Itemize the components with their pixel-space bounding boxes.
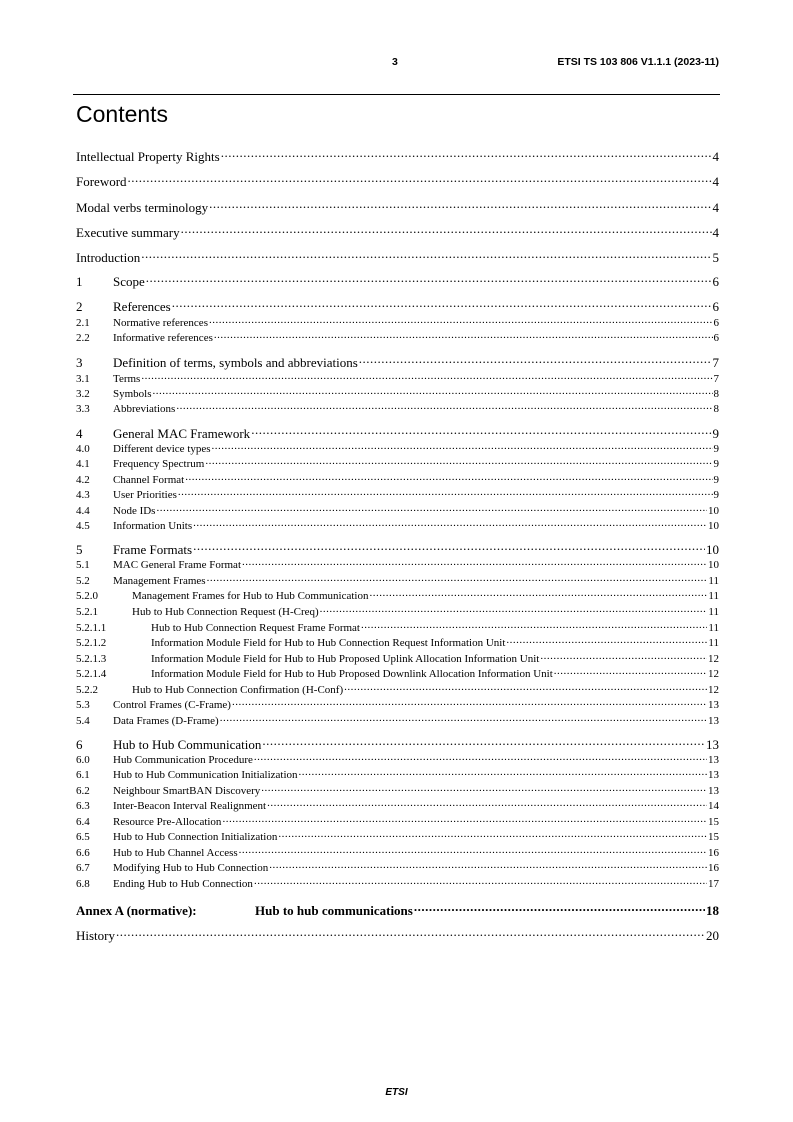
toc-entry[interactable]	[76, 845, 719, 859]
toc-entry-number: 2	[76, 299, 83, 314]
toc-entry-number: 5.2.1.1	[76, 622, 107, 634]
toc-leader-dots	[278, 829, 707, 840]
toc-entry-number: 4.2	[76, 474, 90, 486]
toc-entry-page: 9	[713, 443, 719, 455]
toc-entry[interactable]	[76, 588, 719, 602]
toc-entry-page: 6	[713, 332, 719, 344]
toc-entry-page: 16	[708, 847, 719, 859]
toc-entry-number: 6.4	[76, 816, 90, 828]
toc-entry-number: Annex A (normative):	[76, 903, 197, 918]
toc-leader-dots	[254, 752, 707, 763]
toc-entry-number: 2.2	[76, 332, 90, 344]
page-number: 3	[392, 56, 398, 68]
toc-leader-dots	[369, 588, 707, 599]
toc-entry-title: Information Units	[113, 520, 193, 532]
toc-leader-dots	[178, 487, 713, 498]
toc-entry-number: 4.5	[76, 520, 90, 532]
toc-entry[interactable]	[76, 713, 719, 727]
toc-entry[interactable]	[76, 860, 719, 874]
toc-entry-title: Abbreviations	[113, 403, 176, 415]
toc-leader-dots	[209, 315, 713, 326]
toc-entry-number: 5.2.1.2	[76, 637, 107, 649]
toc-entry-page: 7	[713, 373, 719, 385]
toc-entry[interactable]	[76, 441, 719, 455]
toc-entry[interactable]	[76, 371, 719, 385]
toc-entry[interactable]	[76, 273, 719, 291]
toc-leader-dots	[540, 651, 707, 662]
toc-leader-dots	[414, 902, 705, 915]
toc-entry-page: 13	[708, 754, 719, 766]
toc-entry[interactable]	[76, 315, 719, 329]
toc-entry[interactable]	[76, 635, 719, 649]
toc-entry[interactable]	[76, 557, 719, 571]
toc-entry-title: Information Module Field for Hub to Hub Proposed Downlink Allocation Information Unit	[151, 668, 553, 680]
toc-entry[interactable]	[76, 783, 719, 797]
toc-entry-number: 6.0	[76, 754, 90, 766]
toc-entry-page: 12	[708, 668, 719, 680]
toc-entry-number: 4.4	[76, 505, 90, 517]
toc-entry-title: Informative references	[113, 332, 213, 344]
toc-entry-title: Information Module Field for Hub to Hub Connection Request Information Unit	[151, 637, 506, 649]
toc-entry-title: Hub to Hub Communication Initialization	[113, 769, 298, 781]
toc-entry-number: 3.1	[76, 373, 90, 385]
toc-entry-number: 1	[76, 274, 83, 289]
toc-entry[interactable]	[76, 573, 719, 587]
toc-entry-title: Resource Pre-Allocation	[113, 816, 222, 828]
toc-entry[interactable]	[76, 752, 719, 766]
toc-entry-page: 12	[708, 684, 719, 696]
toc-entry-number: 3.3	[76, 403, 90, 415]
toc-entry[interactable]	[76, 767, 719, 781]
toc-entry-number: 4	[76, 426, 83, 441]
toc-leader-dots	[193, 541, 705, 554]
toc-entry-number: 6.3	[76, 800, 90, 812]
toc-entry-number: 5.2.1	[76, 606, 98, 618]
toc-entry-title: Hub to Hub Connection Initialization	[113, 831, 278, 843]
page-header	[76, 56, 719, 74]
toc-leader-dots	[207, 573, 708, 584]
toc-entry-title: Modal verbs terminology	[76, 200, 209, 215]
toc-leader-dots	[176, 401, 712, 412]
toc-entry-title: Frequency Spectrum	[113, 458, 205, 470]
toc-leader-dots	[128, 173, 712, 186]
toc-entry-page: 4	[712, 225, 719, 240]
toc-leader-dots	[251, 425, 711, 438]
toc-entry-page: 11	[708, 590, 719, 602]
toc-entry-title: Hub to Hub Connection Request (H-Creq)	[132, 606, 319, 618]
toc-entry-title: Inter-Beacon Interval Realignment	[113, 800, 267, 812]
toc-entry[interactable]	[76, 902, 719, 920]
toc-entry-number: 5	[76, 542, 83, 557]
toc-entry-page: 4	[712, 174, 719, 189]
toc-entry-number: 5.2	[76, 575, 90, 587]
toc-entry-title: Hub to hub communications	[255, 903, 413, 918]
toc-leader-dots	[222, 814, 707, 825]
toc-leader-dots	[141, 371, 712, 382]
toc-entry-title: Node IDs	[113, 505, 156, 517]
toc-entry[interactable]	[76, 651, 719, 665]
toc-leader-dots	[320, 604, 708, 615]
toc-leader-dots	[554, 666, 707, 677]
toc-entry-number: 5.4	[76, 715, 90, 727]
toc-entry[interactable]	[76, 224, 719, 242]
toc-entry-title: Control Frames (C-Frame)	[113, 699, 231, 711]
toc-entry[interactable]	[76, 487, 719, 501]
toc-leader-dots	[261, 783, 707, 794]
toc-leader-dots	[239, 845, 707, 856]
toc-entry-page: 10	[706, 542, 719, 557]
toc-entry[interactable]	[76, 829, 719, 843]
toc-leader-dots	[146, 273, 712, 286]
toc-leader-dots	[220, 713, 707, 724]
toc-entry-number: 6.1	[76, 769, 90, 781]
toc-entry-title: Ending Hub to Hub Connection	[113, 878, 253, 890]
toc-entry-page: 4	[712, 149, 719, 164]
toc-entry-page: 17	[708, 878, 719, 890]
toc-entry-title: General MAC Framework	[113, 426, 251, 441]
toc-entry[interactable]	[76, 330, 719, 344]
toc-entry-page: 10	[708, 520, 719, 532]
toc-entry-page: 10	[708, 559, 719, 571]
toc-entry-page: 11	[708, 622, 719, 634]
toc-entry[interactable]	[76, 814, 719, 828]
toc-entry-number: 5.1	[76, 559, 90, 571]
toc-entry-page: 13	[708, 769, 719, 781]
toc-entry-title: Modifying Hub to Hub Connection	[113, 862, 269, 874]
toc-entry[interactable]	[76, 249, 719, 267]
toc-entry[interactable]	[76, 354, 719, 372]
toc-leader-dots	[153, 386, 713, 397]
toc-entry-page: 14	[708, 800, 719, 812]
toc-entry-page: 12	[708, 653, 719, 665]
toc-leader-dots	[361, 620, 707, 631]
toc-entry-title: Channel Format	[113, 474, 185, 486]
toc-entry[interactable]	[76, 798, 719, 812]
toc-leader-dots	[116, 927, 705, 940]
toc-leader-dots	[269, 860, 707, 871]
toc-entry-number: 3.2	[76, 388, 90, 400]
toc-entry-page: 15	[708, 816, 719, 828]
toc-entry-number: 5.2.1.3	[76, 653, 107, 665]
toc-entry-number: 4.1	[76, 458, 90, 470]
toc-entry[interactable]	[76, 927, 719, 945]
toc-entry-page: 13	[708, 699, 719, 711]
toc-entry-page: 4	[712, 200, 719, 215]
toc-entry-title: Hub to Hub Connection Confirmation (H-Conf)	[132, 684, 344, 696]
toc-entry-title: Executive summary	[76, 225, 180, 240]
toc-entry-page: 6	[712, 299, 719, 314]
toc-leader-dots	[232, 697, 707, 708]
toc-entry-number: 5.2.1.4	[76, 668, 107, 680]
toc-entry[interactable]	[76, 518, 719, 532]
toc-entry-title: User Priorities	[113, 489, 177, 501]
toc-entry-number: 6.6	[76, 847, 90, 859]
toc-leader-dots	[205, 456, 712, 467]
toc-entry[interactable]	[76, 697, 719, 711]
toc-entry-title: Hub to Hub Connection Request Frame Format	[151, 622, 360, 634]
toc-entry-title: Management Frames for Hub to Hub Communication	[132, 590, 369, 602]
toc-leader-dots	[209, 199, 711, 212]
toc-entry-title: Definition of terms, symbols and abbreviations	[113, 355, 358, 370]
toc-leader-dots	[344, 682, 707, 693]
toc-entry-page: 5	[712, 250, 719, 265]
toc-entry-title: MAC General Frame Format	[113, 559, 241, 571]
toc-entry[interactable]	[76, 148, 719, 166]
header-rule	[73, 94, 720, 95]
toc-leader-dots	[267, 798, 707, 809]
toc-entry-page: 16	[708, 862, 719, 874]
toc-entry-title: Normative references	[113, 317, 208, 329]
toc-entry-title: Different device types	[113, 443, 211, 455]
toc-entry-page: 9	[713, 489, 719, 501]
toc-entry-page: 15	[708, 831, 719, 843]
toc-entry-page: 9	[713, 474, 719, 486]
page-title: Contents	[76, 101, 169, 127]
toc-leader-dots	[254, 876, 707, 887]
toc-entry-title: Terms	[113, 373, 141, 385]
document-id: ETSI TS 103 806 V1.1.1 (2023-11)	[557, 56, 719, 68]
toc-entry[interactable]	[76, 503, 719, 517]
toc-leader-dots	[212, 441, 713, 452]
toc-leader-dots	[141, 249, 711, 262]
toc-entry-page: 20	[706, 928, 719, 943]
toc-entry-title: Information Module Field for Hub to Hub Proposed Uplink Allocation Information Unit	[151, 653, 540, 665]
toc-entry-number: 5.2.2	[76, 684, 98, 696]
toc-leader-dots	[221, 148, 712, 161]
toc-entry-number: 6	[76, 737, 83, 752]
toc-entry-page: 10	[708, 505, 719, 517]
toc-entry[interactable]	[76, 620, 719, 634]
toc-entry-title: Frame Formats	[113, 542, 193, 557]
toc-entry-title: Foreword	[76, 174, 127, 189]
toc-entry-number: 5.2.0	[76, 590, 98, 602]
toc-leader-dots	[181, 224, 712, 237]
toc-entry-title: Hub to Hub Channel Access	[113, 847, 238, 859]
toc-entry-page: 18	[706, 903, 719, 918]
toc-entry-page: 6	[713, 317, 719, 329]
toc-entry-number: 6.5	[76, 831, 90, 843]
toc-entry-number: 3	[76, 355, 83, 370]
toc-entry[interactable]	[76, 386, 719, 400]
toc-entry[interactable]	[76, 199, 719, 217]
toc-leader-dots	[262, 736, 705, 749]
toc-entry[interactable]	[76, 456, 719, 470]
footer-label: ETSI	[385, 1087, 408, 1098]
toc-entry-page: 11	[708, 606, 719, 618]
toc-leader-dots	[156, 503, 707, 514]
toc-leader-dots	[242, 557, 707, 568]
toc-entry-page: 13	[708, 785, 719, 797]
toc-entry-title: Intellectual Property Rights	[76, 149, 220, 164]
toc-entry-page: 11	[708, 575, 719, 587]
toc-entry-title: Introduction	[76, 250, 141, 265]
toc-entry-page: 13	[706, 737, 719, 752]
toc-entry[interactable]	[76, 472, 719, 486]
toc-entry-number: 4.0	[76, 443, 90, 455]
toc-entry[interactable]	[76, 682, 719, 696]
toc-entry[interactable]	[76, 666, 719, 680]
toc-entry-number: 2.1	[76, 317, 90, 329]
toc-leader-dots	[214, 330, 713, 341]
toc-entry-page: 9	[712, 426, 719, 441]
toc-entry-number: 6.8	[76, 878, 90, 890]
toc-entry-number: 4.3	[76, 489, 90, 501]
toc-entry[interactable]	[76, 298, 719, 316]
toc-entry[interactable]	[76, 173, 719, 191]
toc-entry-title: Management Frames	[113, 575, 206, 587]
toc-entry-page: 9	[713, 458, 719, 470]
toc-entry-page: 6	[712, 274, 719, 289]
toc-entry-number: 6.2	[76, 785, 90, 797]
toc-leader-dots	[506, 635, 707, 646]
toc-leader-dots	[193, 518, 707, 529]
toc-entry-title: References	[113, 299, 171, 314]
toc-entry-page: 8	[713, 388, 719, 400]
toc-entry-number: 5.3	[76, 699, 90, 711]
toc-leader-dots	[172, 298, 712, 311]
toc-entry-page: 7	[712, 355, 719, 370]
toc-leader-dots	[359, 354, 712, 367]
toc-entry-title: Symbols	[113, 388, 152, 400]
toc-entry-title: Hub Communication Procedure	[113, 754, 253, 766]
toc-entry-title: Data Frames (D-Frame)	[113, 715, 219, 727]
toc-entry-number: 6.7	[76, 862, 90, 874]
toc-entry-page: 11	[708, 637, 719, 649]
toc-entry-title: Neighbour SmartBAN Discovery	[113, 785, 261, 797]
toc-entry[interactable]	[76, 876, 719, 890]
toc-entry-title: Hub to Hub Communication	[113, 737, 262, 752]
toc-entry-page: 8	[713, 403, 719, 415]
toc-entry[interactable]	[76, 604, 719, 618]
toc-leader-dots	[299, 767, 707, 778]
toc-entry-title: History	[76, 928, 115, 943]
toc-entry-title: Scope	[113, 274, 145, 289]
toc-leader-dots	[185, 472, 712, 483]
toc-entry-page: 13	[708, 715, 719, 727]
toc-entry[interactable]	[76, 401, 719, 415]
